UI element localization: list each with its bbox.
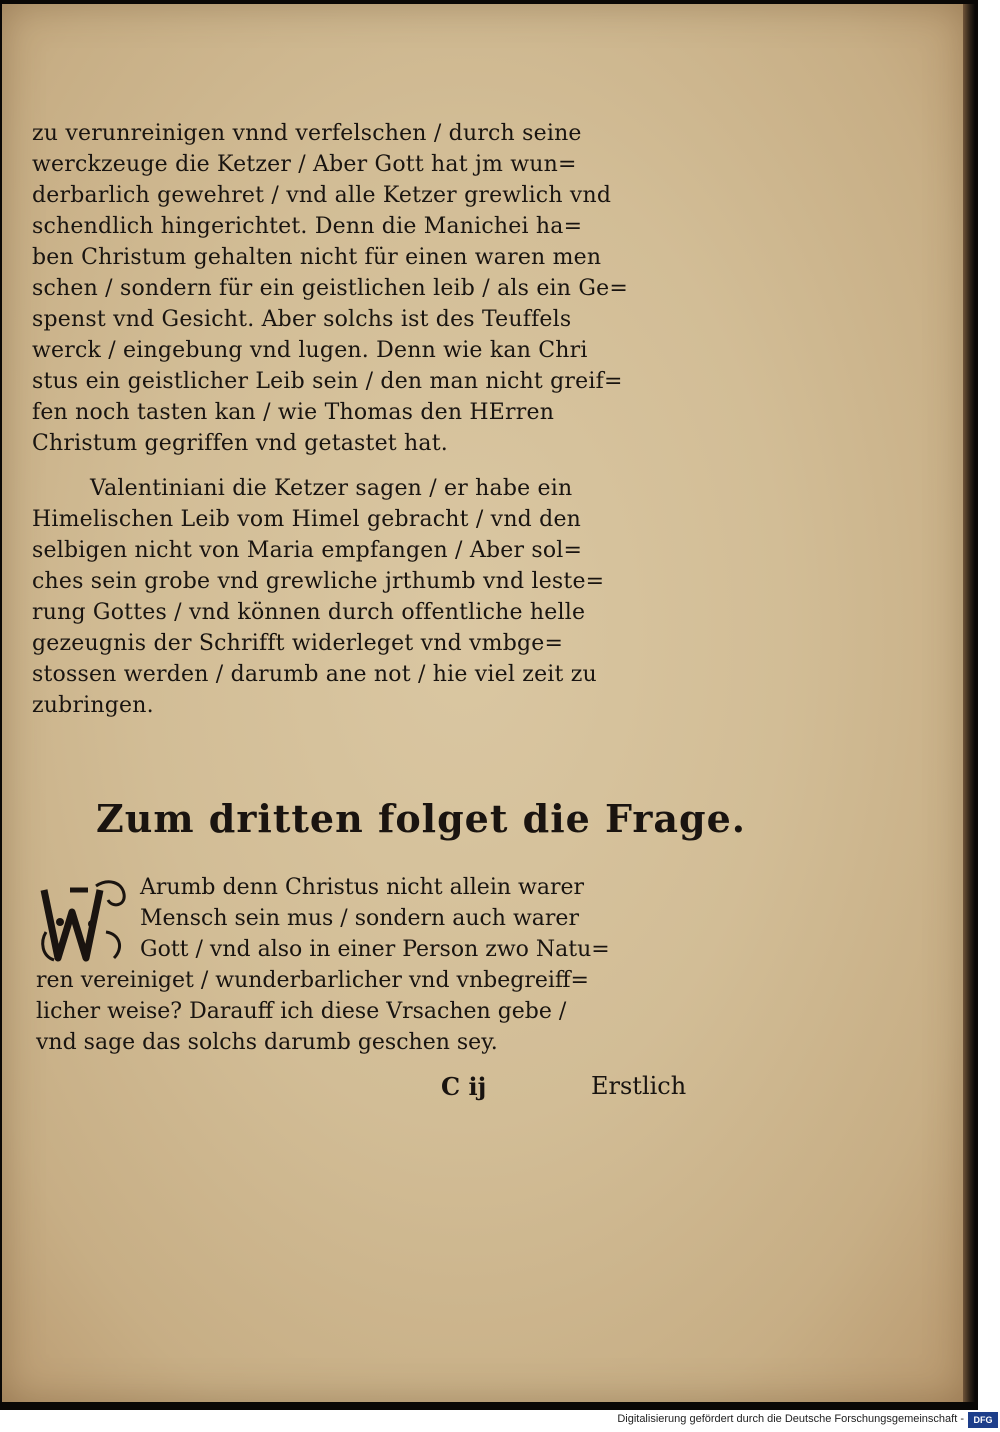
dfg-logo: DFG (968, 1412, 998, 1428)
text-line: licher weise? Darauff ich diese Vrsachen gebe / (36, 999, 567, 1024)
text-line: selbigen nicht von Maria empfangen / Aber sol= (32, 538, 583, 563)
page-edge-shadow (963, 4, 975, 1402)
section-heading: Zum dritten folget die Frage. (96, 796, 746, 841)
decorated-initial-w-icon (36, 872, 132, 970)
text-line: rung Gottes / vnd können durch offentliche helle (32, 600, 586, 625)
text-line: Mensch sein mus / sondern auch warer (140, 906, 579, 931)
catchword: Erstlich (591, 1072, 687, 1100)
text-line: stossen werden / darumb ane not / hie viel zeit zu (32, 662, 597, 687)
text-line: vnd sage das solchs darumb geschen sey. (36, 1030, 498, 1055)
text-line: ben Christum gehalten nicht für einen waren men (32, 245, 602, 270)
text-line: Himelischen Leib vom Himel gebracht / vnd den (32, 507, 582, 532)
text-line: Gott / vnd also in einer Person zwo Natu= (140, 937, 610, 962)
text-line: Arumb denn Christus nicht allein warer (140, 875, 585, 900)
text-line: spenst vnd Gesicht. Aber solchs ist des Teuffels (32, 307, 572, 332)
page-footer (36, 1072, 716, 1108)
digitization-credit: Digitalisierung gefördert durch die Deutsche Forschungsgemeinschaft - (617, 1413, 964, 1425)
text-line: ren vereiniget / wunderbarlicher vnd vnbegreiff= (36, 968, 589, 993)
text-line: werckzeuge die Ketzer / Aber Gott hat jm wun= (32, 152, 577, 177)
text-line: zubringen. (32, 693, 154, 718)
text-line: zu verunreinigen vnnd verfelschen / durch seine (32, 121, 582, 146)
text-line: stus ein geistlicher Leib sein / den man nicht greif= (32, 369, 623, 394)
signature-mark: C ij (441, 1072, 487, 1101)
text-line: derbarlich gewehret / vnd alle Ketzer grewlich vnd (32, 183, 612, 208)
text-line: werck / eingebung vnd lugen. Denn wie kan Chri (32, 338, 588, 363)
question-block (36, 872, 716, 1058)
text-line: ches sein grobe vnd grewliche jrthumb vnd leste= (32, 569, 605, 594)
text-line: schendlich hingerichtet. Denn die Manichei ha= (32, 214, 583, 239)
text-line: Valentiniani die Ketzer sagen / er habe ein (90, 476, 573, 501)
text-line: fen noch tasten kan / wie Thomas den HErren (32, 400, 555, 425)
text-line: Christum gegriffen vnd getastet hat. (32, 431, 448, 456)
paragraph-gap (32, 459, 712, 473)
text-line: schen / sondern für ein geistlichen leib / als ein Ge= (32, 276, 628, 301)
main-text-block (32, 118, 712, 721)
text-line: gezeugnis der Schrifft widerleget vnd vmbge= (32, 631, 564, 656)
